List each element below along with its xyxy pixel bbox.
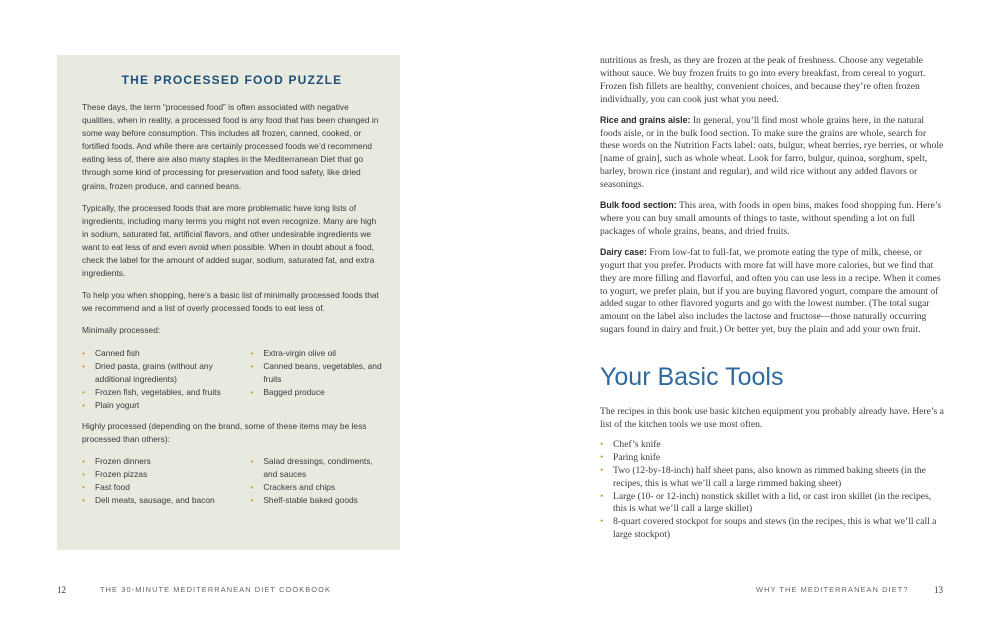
highly-list xyxy=(82,455,382,507)
section-heading: Bulk food section: xyxy=(600,200,677,211)
left-running-title: THE 30-MINUTE MEDITERRANEAN DIET COOKBOOK xyxy=(100,585,331,594)
list-item: • Canned beans, vegetables, and fruits xyxy=(250,360,382,386)
list-item: • Frozen fish, vegetables, and fruits xyxy=(82,386,250,399)
list-item: • 8-quart covered stockpot for soups and stews (in the recipes, this is what we’ll call a large stockpot) xyxy=(600,516,945,542)
sidebar-title: THE PROCESSED FOOD PUZZLE xyxy=(121,73,343,87)
list-item: • Large (10- or 12-inch) nonstick skillet with a lid, or cast iron skillet (in the recipes, this is what we’ll call a large skillet) xyxy=(600,491,945,517)
left-page-number: 12 xyxy=(57,585,66,595)
bulk-food-paragraph xyxy=(600,199,945,239)
intro-paragraph: nutritious as fresh, as they are frozen at the peak of freshness. Choose any vegetable without sauce. We buy frozen fruits to go into every breakfast, from cereal to yogurt. Frozen fish fillets are healthy, convenient choices, and because they’re often frozen individually, you can cook just what you need. xyxy=(600,55,926,105)
sidebar-paragraph: To help you when shopping, here’s a basic list of minimally processed foods that we recommend and a list of overly processed foods to eat less of. xyxy=(82,290,379,314)
list-item: • Salad dressings, condiments, and sauces xyxy=(250,455,382,481)
right-page-body xyxy=(600,55,945,542)
tools-intro: The recipes in this book use basic kitchen equipment you probably already have. Here’s a list of the kitchen tools we use most often. xyxy=(600,406,944,431)
highly-list-col2 xyxy=(250,455,382,507)
section-heading: Dairy case: xyxy=(600,246,647,257)
list-item: • Two (12-by-18-inch) half sheet pans, also known as rimmed baking sheets (in the recipes, this is what we’ll call a large rimmed baking sheet) xyxy=(600,465,945,491)
sidebar-paragraph: These days, the term “processed food” is often associated with negative qualities, when in reality, a processed food is any food that has been changed in some way before consumption. This includes all frozen, canned, cooked, or fortified foods. And while there are certainly processed foods we’d recommend eating less of, there are also many staples in the Mediterranean Diet that go through some kind of processing for preservation and food safety, like dried grains, frozen produce, and canned beans. xyxy=(82,102,379,191)
minimal-label: Minimally processed: xyxy=(82,325,161,336)
sidebar-paragraph: Typically, the processed foods that are more problematic have long lists of ingredients, including many terms you might not even recognize. Many are high in sodium, saturated fat, artificial flavors, and other undesirable ingredients we want to eat less of and even avoid when possible. When in doubt about a food, check the label for the amount of added sugar, sodium, saturated fat, and extra ingredients. xyxy=(82,202,377,279)
processed-food-sidebar xyxy=(57,55,400,550)
minimal-list-col1 xyxy=(82,347,250,412)
list-item: • Bagged produce xyxy=(250,386,382,399)
list-item: • Deli meats, sausage, and bacon xyxy=(82,494,250,507)
section-text: From low-fat to full-fat, we promote eating the type of milk, cheese, or yogurt that you prefer. Products with more fat will have more calories, but we find that they are more filling and flavorful, and often you can use less in a recipe. When it comes to yogurt, we prefer plain, but if you are buying flavored yogurt, compare the amount of added sugar to other flavored yogurts and go with the lowest number. (The total sugar amount on the label also includes the lactose and fructose—those naturally occurring sugars found in dairy and fruit.) Or better yet, buy the plain and add your own fruit. xyxy=(600,246,941,336)
list-item: • Extra-virgin olive oil xyxy=(250,347,382,360)
rice-grains-paragraph xyxy=(600,114,945,192)
list-item: • Paring knife xyxy=(600,452,945,465)
list-item: • Shelf-stable baked goods xyxy=(250,494,382,507)
section-text: In general, you’ll find most whole grains here, in the natural foods aisle, or in the bulk food section. To make sure the grains are whole, search for these words on the Nutrition Facts label: oats, bulgur, wheat berries, rye berries, or whole [name of grain], such as whole wheat. Look for farro, bulgur, quinoa, sorghum, spelt, barley, brown rice (instant and regular), and wild rice without any added flavors or seasonings. xyxy=(600,114,944,191)
tools-list xyxy=(600,439,945,542)
tools-heading: Your Basic Tools xyxy=(600,363,784,392)
section-heading: Rice and grains aisle: xyxy=(600,114,691,125)
highly-list-col1 xyxy=(82,455,250,507)
minimal-list xyxy=(82,347,382,412)
section-text: This area, with foods in open bins, makes food shopping fun. Here’s where you can buy small amounts of things to taste, without spending a lot on full packages of whole grains, beans, and dried fruits. xyxy=(600,200,942,237)
highly-label: Highly processed (depending on the brand, some of these items may be less processed than others): xyxy=(82,420,367,445)
list-item: • Frozen dinners xyxy=(82,455,250,468)
list-item: • Plain yogurt xyxy=(82,399,250,412)
right-page-number: 13 xyxy=(934,585,943,595)
list-item: • Dried pasta, grains (without any additional ingredients) xyxy=(82,360,250,386)
dairy-case-paragraph xyxy=(600,246,945,337)
list-item: • Crackers and chips xyxy=(250,481,382,494)
list-item: • Canned fish xyxy=(82,347,250,360)
list-item: • Frozen pizzas xyxy=(82,468,250,481)
minimal-list-col2 xyxy=(250,347,382,412)
list-item: • Chef’s knife xyxy=(600,439,945,452)
list-item: • Fast food xyxy=(82,481,250,494)
right-running-title: WHY THE MEDITERRANEAN DIET? xyxy=(756,585,909,594)
